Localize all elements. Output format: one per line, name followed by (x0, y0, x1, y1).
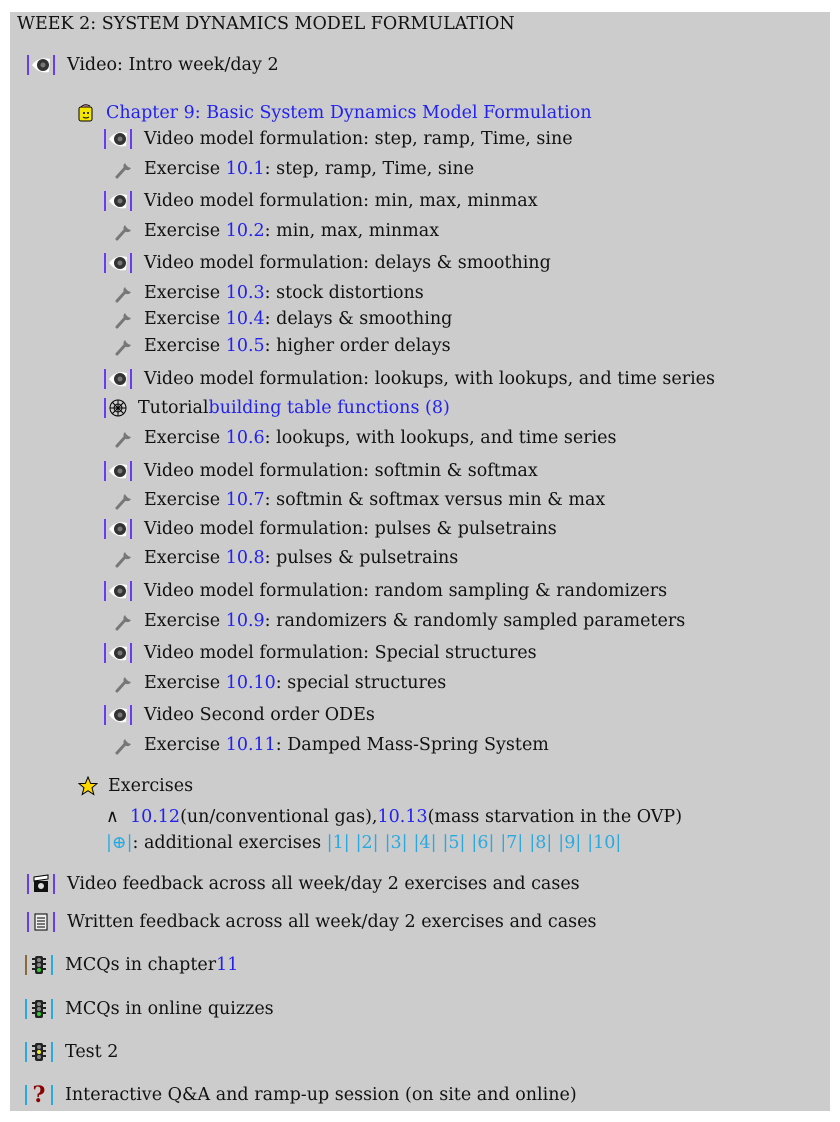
intro-video-item[interactable] (25, 53, 279, 77)
video-item[interactable] (102, 517, 557, 541)
exercise-word: Exercise (144, 221, 221, 241)
section-title: WEEK 2: SYSTEM DYNAMICS MODEL FORMULATION (17, 14, 515, 34)
video-label: Video model formulation: step, ramp, Time, sine (144, 129, 573, 149)
wrench-icon (114, 611, 134, 631)
additional-exercise-link[interactable]: |7| (500, 833, 524, 853)
eye-icon (108, 705, 128, 725)
exercise-desc: : delays & smoothing (264, 309, 453, 329)
video-feedback-item[interactable] (25, 872, 580, 896)
week-2-section (10, 12, 830, 1111)
exercise-number-link[interactable]: 10.5 (225, 336, 265, 356)
mcq-online-label: MCQs in online quizzes (65, 999, 274, 1019)
eye-icon (108, 461, 128, 481)
video-item[interactable] (102, 703, 375, 727)
exercise-desc: : lookups, with lookups, and time series (264, 428, 617, 448)
eye-icon (108, 519, 128, 539)
exercise-item[interactable] (114, 281, 424, 305)
wrench-icon (114, 221, 134, 241)
eye-icon (108, 643, 128, 663)
wrench-icon (114, 159, 134, 179)
clapperboard-icon (31, 874, 51, 894)
traffic-light-icon (29, 955, 49, 975)
wrench-icon (114, 309, 134, 329)
eye-icon (108, 581, 128, 601)
additional-exercise-link[interactable]: |5| (442, 833, 466, 853)
exercise-word: Exercise (144, 283, 221, 303)
video-item[interactable] (102, 367, 715, 391)
exercise-number-link[interactable]: 10.7 (225, 490, 265, 510)
tutorial-item[interactable] (102, 396, 450, 420)
chapter-link-item[interactable] (76, 101, 592, 125)
exercises-heading-label: Exercises (108, 776, 194, 796)
written-feedback-label: Written feedback across all week/day 2 exercises and cases (67, 912, 597, 932)
plus-circle-icon[interactable]: |⊕| (106, 833, 133, 853)
qa-item[interactable] (23, 1083, 577, 1107)
written-feedback-item[interactable] (25, 910, 597, 934)
video-feedback-label: Video feedback across all week/day 2 exercises and cases (67, 874, 580, 894)
exercise-item[interactable] (114, 219, 439, 243)
tutorial-prefix: Tutorial (138, 398, 209, 418)
wrench-icon (114, 336, 134, 356)
exercise-word: Exercise (144, 490, 221, 510)
exercise-desc: : special structures (275, 673, 447, 693)
video-label: Video Second order ODEs (144, 705, 375, 725)
test-label: Test 2 (65, 1042, 119, 1062)
exercise-number-link[interactable]: 10.10 (225, 673, 276, 693)
exercise-item[interactable] (114, 733, 549, 757)
exercise-desc: : higher order delays (264, 336, 451, 356)
traffic-light-yellow-icon (29, 1042, 49, 1062)
exercise-word: Exercise (144, 309, 221, 329)
exercise-number-link[interactable]: 10.11 (225, 735, 276, 755)
exercise-word: Exercise (144, 159, 221, 179)
video-label: Video model formulation: pulses & pulsetrains (144, 519, 557, 539)
wrench-icon (114, 735, 134, 755)
video-item[interactable] (102, 251, 551, 275)
question-mark-icon: ? (32, 1082, 46, 1108)
exercise-word: Exercise (144, 548, 221, 568)
wrench-icon (114, 548, 134, 568)
test-item[interactable] (23, 1040, 118, 1064)
video-item[interactable] (102, 459, 538, 483)
additional-exercise-link[interactable]: |1| (326, 833, 350, 853)
exercise-item[interactable] (114, 334, 451, 358)
eye-icon (108, 253, 128, 273)
exercise-desc: : pulses & pulsetrains (264, 548, 459, 568)
exercise-number-link[interactable]: 10.1 (225, 159, 265, 179)
additional-exercise-link[interactable]: |3| (384, 833, 408, 853)
intro-video-label: Video: Intro week/day 2 (67, 55, 279, 75)
qa-label: Interactive Q&A and ramp-up session (on site and online) (65, 1085, 577, 1105)
exercise-10-13-desc: (mass starvation in the OVP) (427, 807, 683, 827)
exercises-heading (78, 774, 193, 798)
wrench-icon (114, 673, 134, 693)
exercise-number-link[interactable]: 10.8 (225, 548, 265, 568)
additional-exercise-link[interactable]: |8| (529, 833, 553, 853)
exercise-word: Exercise (144, 428, 221, 448)
eye-icon (108, 191, 128, 211)
extra-exercises-line (106, 805, 682, 829)
exercise-number-link[interactable]: 10.3 (225, 283, 265, 303)
exercise-item[interactable] (114, 488, 605, 512)
exercise-item[interactable] (114, 307, 452, 331)
eye-icon (108, 129, 128, 149)
book-icon (76, 103, 96, 123)
wedge-symbol: ∧ (106, 807, 119, 827)
exercise-word: Exercise (144, 735, 221, 755)
wrench-icon (114, 283, 134, 303)
additional-exercise-link[interactable]: |4| (413, 833, 437, 853)
exercise-number-link[interactable]: 10.4 (225, 309, 265, 329)
exercise-word: Exercise (144, 673, 221, 693)
exercise-number-link[interactable]: 10.9 (225, 611, 265, 631)
additional-exercise-link[interactable]: |2| (355, 833, 379, 853)
additional-exercise-link[interactable]: |6| (471, 833, 495, 853)
wrench-icon (114, 490, 134, 510)
exercise-item[interactable] (114, 671, 446, 695)
document-icon (31, 912, 51, 932)
chapter-link[interactable]: Chapter 9: Basic System Dynamics Model Formulation (106, 103, 592, 123)
video-label: Video model formulation: delays & smoothing (144, 253, 551, 273)
traffic-light-icon (29, 999, 49, 1019)
exercise-10-12-link[interactable]: 10.12 (129, 807, 181, 827)
wrench-icon (114, 428, 134, 448)
tutorial-link[interactable]: building table functions (8) (208, 398, 450, 418)
mcq-chapter-item[interactable] (23, 953, 238, 977)
video-label: Video model formulation: Special structures (144, 643, 537, 663)
exercise-word: Exercise (144, 611, 221, 631)
exercise-10-12-desc: (un/conventional gas), (180, 807, 378, 827)
mcq-online-item[interactable] (23, 997, 274, 1021)
exercise-desc: : Damped Mass-Spring System (275, 735, 549, 755)
exercise-number-link[interactable]: 10.6 (225, 428, 265, 448)
exercise-word: Exercise (144, 336, 221, 356)
additional-exercises-label: : additional exercises (132, 833, 322, 853)
eye-icon (108, 369, 128, 389)
exercise-desc: : stock distortions (264, 283, 424, 303)
exercise-item[interactable] (114, 157, 474, 181)
exercise-item[interactable] (114, 609, 685, 633)
video-item[interactable] (102, 579, 667, 603)
exercise-number-link[interactable]: 10.2 (225, 221, 265, 241)
video-item[interactable] (102, 641, 537, 665)
chapter-11-link[interactable]: 11 (216, 955, 239, 975)
spider-web-icon (108, 398, 128, 418)
video-item[interactable] (102, 189, 538, 213)
exercise-10-13-link[interactable]: 10.13 (377, 807, 428, 827)
exercise-desc: : softmin & softmax versus min & max (264, 490, 606, 510)
exercise-desc: : min, max, minmax (264, 221, 440, 241)
mcq-chapter-label: MCQs in chapter (65, 955, 217, 975)
exercise-desc: : step, ramp, Time, sine (264, 159, 475, 179)
exercise-item[interactable] (114, 426, 617, 450)
exercise-desc: : randomizers & randomly sampled parameters (264, 611, 686, 631)
video-item[interactable] (102, 127, 573, 151)
video-label: Video model formulation: softmin & softmax (144, 461, 538, 481)
star-icon (78, 776, 98, 796)
eye-icon (31, 55, 51, 75)
video-label: Video model formulation: min, max, minmax (144, 191, 538, 211)
video-label: Video model formulation: random sampling & randomizers (144, 581, 668, 601)
video-label: Video model formulation: lookups, with lookups, and time series (144, 369, 715, 389)
additional-exercise-link[interactable]: |10| (587, 833, 622, 853)
exercise-item[interactable] (114, 546, 458, 570)
additional-exercises-line (106, 831, 627, 855)
additional-exercise-link[interactable]: |9| (558, 833, 582, 853)
